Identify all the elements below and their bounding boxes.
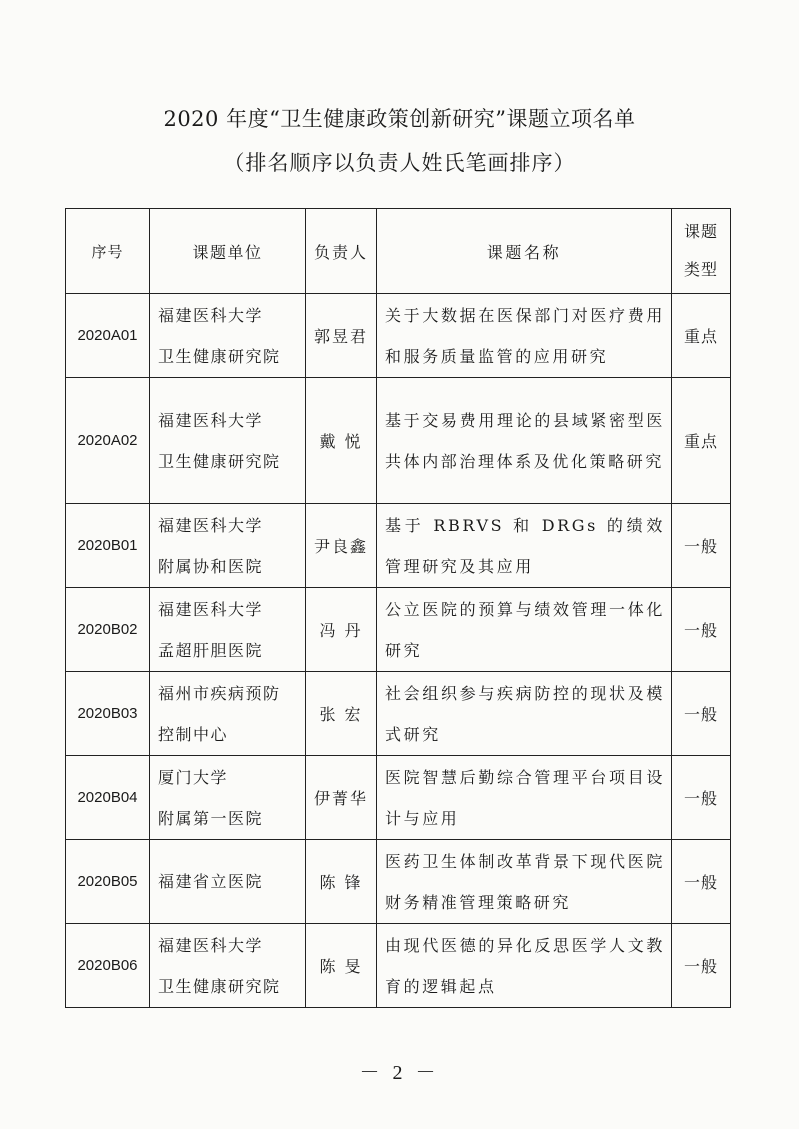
cell-unit [150,504,306,588]
unit-line: 福建医科大学 [158,515,264,535]
unit-line: 福建省立医院 [158,872,264,891]
table-row [66,378,731,504]
header-type [672,209,731,294]
table-row [66,504,731,588]
cell-unit [150,840,306,924]
header-type-line2: 类型 [683,260,718,279]
cell-no: 2020B06 [66,924,150,1008]
unit-line: 福建医科大学 [158,599,264,619]
table-row [66,294,731,378]
cell-type: 一般 [672,588,731,672]
project-table [65,208,731,1008]
header-name: 课题名称 [377,209,672,294]
table-row [66,924,731,1008]
header-unit: 课题单位 [150,209,306,294]
table-row [66,756,731,840]
unit-line: 厦门大学 [158,767,229,787]
cell-no: 2020B03 [66,672,150,756]
cell-name: 基于 RBRVS 和 DRGs 的绩效管理研究及其应用 [377,504,672,588]
cell-lead: 戴 悦 [306,378,377,504]
table-row [66,588,731,672]
unit-line: 卫生健康研究院 [158,346,281,366]
unit-line: 卫生健康研究院 [158,976,281,996]
cell-type: 一般 [672,672,731,756]
unit-line: 福州市疾病预防 [158,683,281,703]
cell-unit [150,924,306,1008]
cell-lead: 伊菁华 [306,756,377,840]
cell-name: 社会组织参与疾病防控的现状及模式研究 [377,672,672,756]
cell-type: 一般 [672,756,731,840]
cell-lead: 冯 丹 [306,588,377,672]
cell-type: 重点 [672,294,731,378]
cell-name: 由现代医德的异化反思医学人文教育的逻辑起点 [377,924,672,1008]
unit-line: 卫生健康研究院 [158,451,281,471]
header-type-line1: 课题 [683,222,718,241]
table-row [66,840,731,924]
cell-no: 2020B02 [66,588,150,672]
table-header-row [66,209,731,294]
cell-lead: 郭昱君 [306,294,377,378]
document-title: 2020 年度“卫生健康政策创新研究”课题立项名单 [163,107,636,131]
cell-lead: 张 宏 [306,672,377,756]
cell-unit [150,756,306,840]
unit-line: 福建医科大学 [158,935,264,955]
cell-no: 2020B04 [66,756,150,840]
cell-name: 基于交易费用理论的县域紧密型医共体内部治理体系及优化策略研究 [377,378,672,504]
cell-unit [150,672,306,756]
page-number: － 2 － [359,1062,440,1084]
cell-lead: 尹良鑫 [306,504,377,588]
unit-line: 福建医科大学 [158,410,264,430]
cell-type: 重点 [672,378,731,504]
cell-lead: 陈 锋 [306,840,377,924]
unit-line: 附属协和医院 [158,556,264,576]
cell-type: 一般 [672,924,731,1008]
unit-line: 附属第一医院 [158,808,264,828]
cell-type: 一般 [672,840,731,924]
cell-unit [150,378,306,504]
cell-no: 2020A01 [66,294,150,378]
unit-line: 孟超肝胆医院 [158,640,264,660]
cell-no: 2020A02 [66,378,150,504]
cell-name: 医药卫生体制改革背景下现代医院财务精准管理策略研究 [377,840,672,924]
unit-line: 控制中心 [158,724,229,744]
document-subtitle: （排名顺序以负责人姓氏笔画排序） [223,151,576,175]
cell-no: 2020B01 [66,504,150,588]
cell-unit [150,588,306,672]
header-lead: 负责人 [306,209,377,294]
cell-name: 医院智慧后勤综合管理平台项目设计与应用 [377,756,672,840]
table-row [66,672,731,756]
cell-lead: 陈 旻 [306,924,377,1008]
cell-name: 关于大数据在医保部门对医疗费用和服务质量监管的应用研究 [377,294,672,378]
unit-line: 福建医科大学 [158,305,264,325]
cell-unit [150,294,306,378]
cell-type: 一般 [672,504,731,588]
header-no: 序号 [66,209,150,294]
cell-name: 公立医院的预算与绩效管理一体化研究 [377,588,672,672]
cell-no: 2020B05 [66,840,150,924]
